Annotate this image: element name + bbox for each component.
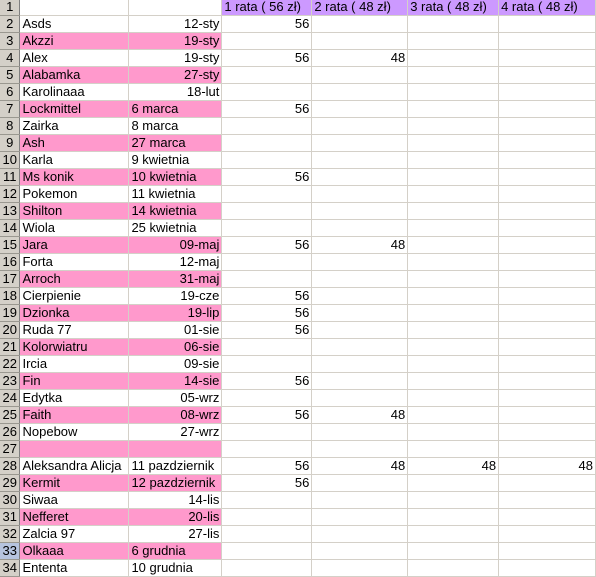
cell-rata-2[interactable] [312,169,408,186]
cell-rata-3[interactable] [408,475,499,492]
table-row [0,237,596,254]
row-header[interactable]: 20 [0,322,20,339]
cell-rata-4[interactable] [499,220,596,237]
row-header[interactable]: 19 [0,305,20,322]
cell-name[interactable]: Siwaa [20,492,129,509]
row-header[interactable]: 33 [0,543,20,560]
cell-rata-4[interactable] [499,322,596,339]
cell-rata-4[interactable] [499,135,596,152]
cell-rata-1[interactable]: 56 [222,169,312,186]
cell-rata-3[interactable] [408,560,499,577]
cell-rata-2[interactable] [312,67,408,84]
cell-rata-2[interactable] [312,373,408,390]
cell-rata-4[interactable] [499,152,596,169]
cell-date[interactable]: 9 kwietnia [129,152,222,169]
cell-name[interactable]: Olkaaa [20,543,129,560]
row-header[interactable]: 32 [0,526,20,543]
cell-rata-4[interactable] [499,356,596,373]
header-rata-2[interactable]: 2 rata ( 48 zł) [312,0,408,16]
cell-name[interactable]: Nopebow [20,424,129,441]
cell-rata-4[interactable] [499,33,596,50]
row-header[interactable]: 2 [0,16,20,33]
cell-rata-1[interactable] [222,152,312,169]
cell-date[interactable]: 10 kwietnia [129,169,222,186]
cell-rata-1[interactable] [222,492,312,509]
row-header[interactable]: 21 [0,339,20,356]
cell-rata-1[interactable] [222,135,312,152]
cell-rata-1[interactable]: 56 [222,101,312,118]
table-row [0,288,596,305]
cell-rata-2[interactable]: 48 [312,50,408,67]
cell-rata-2[interactable] [312,84,408,101]
cell-rata-2[interactable] [312,203,408,220]
table-row [0,152,596,169]
table-row [0,33,596,50]
cell-rata-1[interactable] [222,84,312,101]
table-row [0,424,596,441]
cell-rata-3[interactable] [408,203,499,220]
cell-rata-3[interactable] [408,220,499,237]
cell-name[interactable]: Akzzi [20,33,129,50]
cell-rata-1[interactable] [222,441,312,458]
cell-rata-4[interactable] [499,339,596,356]
cell-name[interactable]: Ash [20,135,129,152]
row-header[interactable]: 9 [0,135,20,152]
cell-date[interactable]: 09-sie [129,356,222,373]
cell-date[interactable]: 20-lis [129,509,222,526]
cell-rata-3[interactable] [408,135,499,152]
row-header[interactable]: 4 [0,50,20,67]
cell-date[interactable]: 25 kwietnia [129,220,222,237]
cell-rata-4[interactable]: 48 [499,458,596,475]
cell-date[interactable]: 14-lis [129,492,222,509]
table-row [0,135,596,152]
header-rata-3[interactable]: 3 rata ( 48 zł) [408,0,499,16]
table-row [0,169,596,186]
cell-rata-1[interactable]: 56 [222,305,312,322]
cell-rata-1[interactable]: 56 [222,16,312,33]
cell-date[interactable]: 09-maj [129,237,222,254]
cell-date[interactable]: 27 marca [129,135,222,152]
cell-rata-3[interactable] [408,169,499,186]
table-row [0,509,596,526]
cell-rata-2[interactable]: 48 [312,237,408,254]
cell-rata-3[interactable] [408,118,499,135]
cell-rata-1[interactable] [222,356,312,373]
cell-rata-2[interactable] [312,560,408,577]
cell-rata-4[interactable] [499,237,596,254]
table-row [0,475,596,492]
cell-rata-3[interactable] [408,526,499,543]
row-header[interactable]: 15 [0,237,20,254]
cell-rata-4[interactable] [499,203,596,220]
cell-rata-1[interactable]: 56 [222,407,312,424]
cell-rata-1[interactable]: 56 [222,322,312,339]
row-header[interactable]: 25 [0,407,20,424]
cell-date[interactable]: 19-cze [129,288,222,305]
cell-rata-4[interactable] [499,407,596,424]
row-header[interactable]: 31 [0,509,20,526]
cell-rata-1[interactable] [222,67,312,84]
table-row [0,203,596,220]
table-row [0,305,596,322]
row-header[interactable]: 13 [0,203,20,220]
cell-rata-4[interactable] [499,560,596,577]
cell-name[interactable]: Jara [20,237,129,254]
cell-name[interactable]: Ircia [20,356,129,373]
cell-rata-3[interactable] [408,407,499,424]
table-row [0,84,596,101]
row-header[interactable]: 34 [0,560,20,577]
table-row [0,407,596,424]
cell-rata-2[interactable] [312,118,408,135]
table-row [0,373,596,390]
cell-rata-4[interactable] [499,390,596,407]
cell-rata-2[interactable] [312,526,408,543]
cell-rata-4[interactable] [499,509,596,526]
cell-rata-2[interactable] [312,492,408,509]
cell-rata-2[interactable] [312,220,408,237]
cell-rata-2[interactable] [312,424,408,441]
cell-name[interactable]: Ententa [20,560,129,577]
cell-rata-4[interactable] [499,271,596,288]
cell-rata-4[interactable] [499,288,596,305]
cell-name[interactable]: Cierpienie [20,288,129,305]
cell-rata-3[interactable] [408,33,499,50]
cell-rata-4[interactable] [499,16,596,33]
table-row [0,560,596,577]
cell-date[interactable]: 18-lut [129,84,222,101]
cell-rata-3[interactable] [408,271,499,288]
cell-name[interactable]: Aleksandra Alicja [20,458,129,475]
cell-rata-2[interactable] [312,288,408,305]
table-row [0,543,596,560]
cell-date[interactable]: 12 pazdziernik [129,475,222,492]
row-header[interactable]: 23 [0,373,20,390]
cell-rata-2[interactable]: 48 [312,458,408,475]
header-rata-4[interactable]: 4 rata ( 48 zł) [499,0,596,16]
cell-rata-1[interactable] [222,339,312,356]
cell-rata-2[interactable] [312,271,408,288]
row-header[interactable]: 27 [0,441,20,458]
cell-date[interactable]: 19-sty [129,50,222,67]
cell-name[interactable]: Zairka [20,118,129,135]
cell-rata-4[interactable] [499,543,596,560]
table-row [0,526,596,543]
cell-rata-1[interactable] [222,424,312,441]
row-header[interactable]: 22 [0,356,20,373]
cell-rata-2[interactable] [312,322,408,339]
cell-rata-3[interactable] [408,288,499,305]
cell-rata-2[interactable] [312,33,408,50]
cell-rata-1[interactable]: 56 [222,475,312,492]
table-row [0,254,596,271]
cell-rata-3[interactable] [408,424,499,441]
cell-rata-4[interactable] [499,169,596,186]
cell-date[interactable]: 6 marca [129,101,222,118]
header-rata-1[interactable]: 1 rata ( 56 zł) [222,0,312,16]
cell-name[interactable]: Alex [20,50,129,67]
cell-date[interactable]: 05-wrz [129,390,222,407]
row-header[interactable]: 7 [0,101,20,118]
table-row [0,186,596,203]
table-row [0,220,596,237]
row-header[interactable]: 26 [0,424,20,441]
cell-date[interactable]: 8 marca [129,118,222,135]
cell-rata-1[interactable] [222,220,312,237]
cell-rata-1[interactable] [222,254,312,271]
cell-name[interactable]: Edytka [20,390,129,407]
cell-rata-2[interactable] [312,441,408,458]
row-header[interactable]: 3 [0,33,20,50]
cell-date[interactable]: 12-maj [129,254,222,271]
table-row [0,390,596,407]
row-header[interactable]: 24 [0,390,20,407]
cell-name[interactable] [20,441,129,458]
cell-rata-1[interactable] [222,526,312,543]
cell-rata-4[interactable] [499,424,596,441]
cell-rata-3[interactable] [408,84,499,101]
cell-rata-1[interactable] [222,186,312,203]
cell-rata-1[interactable]: 56 [222,288,312,305]
cell-name[interactable]: Dzionka [20,305,129,322]
table-row [0,50,596,67]
cell-rata-4[interactable] [499,441,596,458]
cell-rata-2[interactable] [312,186,408,203]
cell-rata-3[interactable] [408,16,499,33]
cell-rata-3[interactable] [408,322,499,339]
cell-name[interactable]: Zalcia 97 [20,526,129,543]
table-row [0,441,596,458]
cell-name[interactable]: Fin [20,373,129,390]
cell-rata-4[interactable] [499,526,596,543]
cell-name[interactable]: Kermit [20,475,129,492]
cell-rata-3[interactable] [408,101,499,118]
cell-name[interactable]: Pokemon [20,186,129,203]
cell-rata-1[interactable] [222,203,312,220]
cell-rata-3[interactable] [408,492,499,509]
cell-name[interactable]: Alabamka [20,67,129,84]
row-header[interactable]: 14 [0,220,20,237]
cell-date[interactable]: 27-lis [129,526,222,543]
cell-rata-2[interactable] [312,305,408,322]
cell-rata-1[interactable] [222,390,312,407]
row-header[interactable]: 1 [0,0,20,16]
cell-name[interactable]: Nefferet [20,509,129,526]
cell-rata-4[interactable] [499,67,596,84]
cell-rata-4[interactable] [499,50,596,67]
cell-rata-4[interactable] [499,101,596,118]
row-header[interactable]: 17 [0,271,20,288]
table-row [0,271,596,288]
cell-rata-3[interactable] [408,509,499,526]
cell-rata-4[interactable] [499,118,596,135]
cell-date[interactable]: 31-maj [129,271,222,288]
cell-name[interactable]: Karla [20,152,129,169]
cell-rata-3[interactable] [408,543,499,560]
row-header[interactable]: 6 [0,84,20,101]
cell-rata-2[interactable] [312,390,408,407]
cell-name[interactable]: Lockmittel [20,101,129,118]
cell-date[interactable] [129,0,222,16]
cell-rata-3[interactable] [408,152,499,169]
cell-rata-3[interactable] [408,390,499,407]
cell-rata-3[interactable] [408,305,499,322]
cell-rata-2[interactable] [312,339,408,356]
cell-rata-1[interactable] [222,509,312,526]
cell-rata-1[interactable]: 56 [222,50,312,67]
cell-rata-2[interactable] [312,543,408,560]
cell-rata-2[interactable] [312,101,408,118]
cell-name[interactable]: Karolinaaa [20,84,129,101]
header-row [0,0,596,16]
cell-date[interactable]: 19-sty [129,33,222,50]
cell-rata-1[interactable] [222,118,312,135]
cell-rata-4[interactable] [499,254,596,271]
cell-rata-2[interactable] [312,152,408,169]
cell-date[interactable]: 11 kwietnia [129,186,222,203]
cell-rata-2[interactable] [312,509,408,526]
table-row [0,339,596,356]
cell-date[interactable]: 19-lip [129,305,222,322]
cell-name[interactable]: Faith [20,407,129,424]
cell-rata-1[interactable] [222,271,312,288]
cell-rata-4[interactable] [499,84,596,101]
table-row [0,322,596,339]
cell-name[interactable]: Shilton [20,203,129,220]
table-row [0,101,596,118]
row-header[interactable]: 5 [0,67,20,84]
cell-rata-1[interactable] [222,33,312,50]
cell-date[interactable]: 12-sty [129,16,222,33]
cell-rata-2[interactable] [312,135,408,152]
cell-rata-3[interactable] [408,254,499,271]
row-header[interactable]: 16 [0,254,20,271]
cell-name[interactable]: Wiola [20,220,129,237]
cell-date[interactable]: 01-sie [129,322,222,339]
cell-rata-1[interactable]: 56 [222,373,312,390]
cell-rata-4[interactable] [499,492,596,509]
cell-rata-2[interactable] [312,356,408,373]
table-row [0,16,596,33]
cell-rata-4[interactable] [499,186,596,203]
cell-rata-3[interactable]: 48 [408,458,499,475]
table-row [0,67,596,84]
cell-rata-2[interactable]: 48 [312,407,408,424]
row-header[interactable]: 28 [0,458,20,475]
cell-name[interactable]: Forta [20,254,129,271]
table-row [0,118,596,135]
cell-rata-3[interactable] [408,339,499,356]
cell-date[interactable]: 08-wrz [129,407,222,424]
cell-date[interactable]: 10 grudnia [129,560,222,577]
cell-rata-4[interactable] [499,373,596,390]
cell-name[interactable] [20,0,129,16]
cell-date[interactable]: 14 kwietnia [129,203,222,220]
cell-date[interactable]: 27-wrz [129,424,222,441]
cell-rata-2[interactable] [312,254,408,271]
table-row [0,458,596,475]
cell-name[interactable]: Arroch [20,271,129,288]
cell-rata-3[interactable] [408,356,499,373]
cell-rata-3[interactable] [408,186,499,203]
cell-name[interactable]: Ms konik [20,169,129,186]
cell-name[interactable]: Kolorwiatru [20,339,129,356]
cell-date[interactable]: 11 pazdziernik [129,458,222,475]
cell-rata-2[interactable] [312,16,408,33]
cell-rata-1[interactable]: 56 [222,237,312,254]
cell-rata-3[interactable] [408,67,499,84]
row-header[interactable]: 29 [0,475,20,492]
table-row [0,356,596,373]
cell-date[interactable] [129,441,222,458]
cell-rata-3[interactable] [408,441,499,458]
cell-rata-2[interactable] [312,475,408,492]
cell-rata-1[interactable] [222,543,312,560]
cell-rata-3[interactable] [408,373,499,390]
cell-rata-4[interactable] [499,305,596,322]
cell-date[interactable]: 6 grudnia [129,543,222,560]
cell-name[interactable]: Asds [20,16,129,33]
cell-rata-1[interactable]: 56 [222,458,312,475]
row-header[interactable]: 18 [0,288,20,305]
cell-name[interactable]: Ruda 77 [20,322,129,339]
table-row [0,492,596,509]
row-header[interactable]: 11 [0,169,20,186]
row-header[interactable]: 30 [0,492,20,509]
cell-rata-4[interactable] [499,475,596,492]
cell-rata-1[interactable] [222,560,312,577]
row-header[interactable]: 10 [0,152,20,169]
cell-date[interactable]: 06-sie [129,339,222,356]
cell-rata-3[interactable] [408,237,499,254]
cell-date[interactable]: 14-sie [129,373,222,390]
row-header[interactable]: 12 [0,186,20,203]
row-header[interactable]: 8 [0,118,20,135]
cell-rata-3[interactable] [408,50,499,67]
cell-date[interactable]: 27-sty [129,67,222,84]
